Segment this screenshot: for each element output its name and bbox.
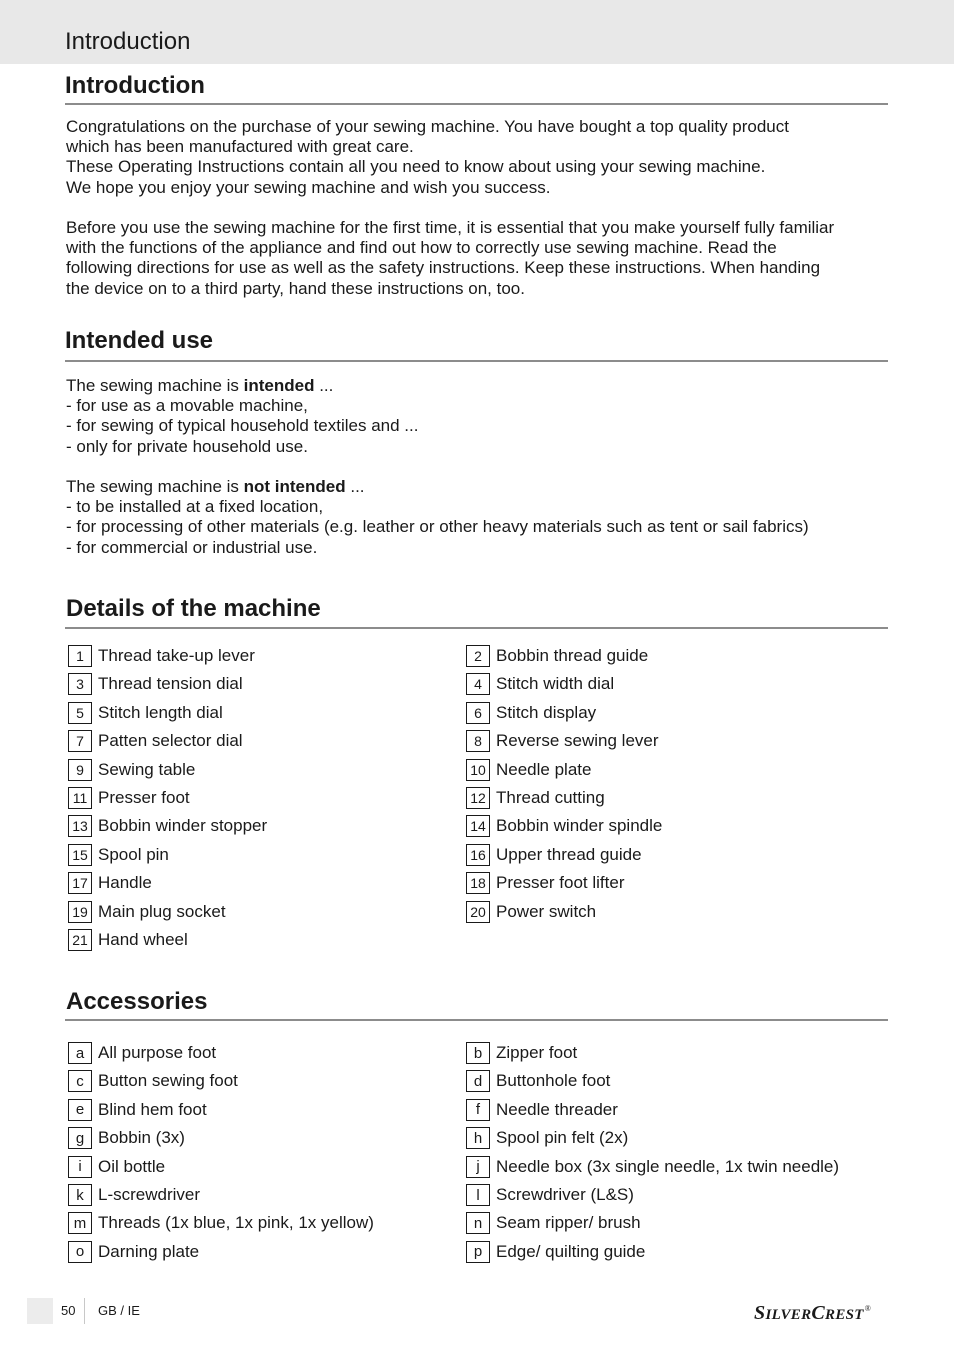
item-key-badge: 20: [466, 901, 490, 923]
list-item: [68, 1183, 200, 1207]
item-label: Power switch: [496, 901, 597, 921]
not-intended-list: [66, 477, 888, 558]
item-label: Oil bottle: [98, 1156, 166, 1176]
list-item: [68, 701, 223, 725]
item-label: Spool pin: [98, 844, 169, 864]
item-key-badge: p: [466, 1241, 490, 1263]
item-label: Blind hem foot: [98, 1099, 207, 1119]
item-label: Bobbin winder spindle: [496, 816, 663, 836]
item-label: Handle: [98, 873, 152, 893]
text-line: Before you use the sewing machine for the first time, it is essential that you make yourself fully familiar: [66, 218, 835, 237]
item-key-badge: 5: [68, 702, 92, 724]
not-intended-bold: not intended: [243, 477, 346, 496]
intended-intro: [66, 376, 888, 396]
text-line: These Operating Instructions contain all you need to know about using your sewing machine.: [66, 157, 766, 177]
list-item: [68, 644, 255, 668]
item-label: Presser foot: [98, 788, 190, 807]
item-label: Hand wheel: [98, 930, 188, 949]
item-key-badge: 21: [68, 929, 92, 951]
accessories-heading: Accessories: [66, 988, 208, 1015]
item-label: Bobbin thread guide: [496, 646, 649, 665]
item-label: Needle threader: [496, 1099, 618, 1119]
item-label: Needle plate: [496, 759, 592, 779]
list-item: [466, 1183, 634, 1207]
list-item: [466, 843, 642, 867]
list-item: - for processing of other materials (e.g. leather or other heavy materials such as tent or sail fabrics): [66, 517, 809, 537]
item-key-badge: o: [68, 1241, 92, 1263]
list-item: [466, 1211, 641, 1235]
footer-marker: [27, 1298, 53, 1324]
item-key-badge: l: [466, 1184, 490, 1206]
text-line: which has been manufactured with great care.: [66, 137, 414, 157]
item-key-badge: 4: [466, 673, 490, 695]
list-item: [466, 1069, 610, 1093]
item-label: Zipper foot: [496, 1043, 578, 1062]
list-item: [68, 1155, 165, 1179]
text-line: the device on to a third party, hand these instructions on, too.: [66, 278, 525, 298]
item-key-badge: 15: [68, 844, 92, 866]
item-key-badge: 18: [466, 872, 490, 894]
intended-use-heading: Intended use: [65, 327, 214, 354]
item-key-badge: k: [68, 1184, 92, 1206]
item-label: Buttonhole foot: [496, 1071, 611, 1091]
text-line: following directions for use as well as the safety instructions. Keep these instructions. When handing: [66, 258, 821, 278]
item-key-badge: 14: [466, 815, 490, 837]
not-intended-prefix: The sewing machine is: [66, 477, 244, 496]
list-item: [68, 843, 169, 867]
list-item: [68, 871, 152, 895]
item-key-badge: n: [466, 1212, 490, 1234]
item-label: Threads (1x blue, 1x pink, 1x yellow): [98, 1213, 374, 1233]
item-key-badge: 16: [466, 844, 490, 866]
list-item: [466, 1240, 645, 1264]
list-item: [466, 1155, 839, 1179]
item-key-badge: 8: [466, 730, 490, 752]
introduction-paragraph-1: [66, 117, 888, 198]
item-key-badge: 17: [68, 872, 92, 894]
list-item: [68, 729, 243, 753]
item-key-badge: 10: [466, 759, 490, 781]
item-label: Bobbin winder stopper: [98, 816, 268, 836]
list-item: [466, 729, 659, 753]
list-item: [68, 1240, 199, 1264]
item-label: Button sewing foot: [98, 1071, 238, 1091]
item-label: Edge/ quilting guide: [496, 1241, 646, 1261]
section-divider: [65, 1019, 888, 1021]
item-key-badge: e: [68, 1099, 92, 1121]
list-item: [466, 786, 605, 810]
item-key-badge: 9: [68, 759, 92, 781]
item-key-badge: m: [68, 1212, 92, 1234]
list-item: - for commercial or industrial use.: [66, 537, 318, 557]
text-line: We hope you enjoy your sewing machine and wish you success.: [66, 177, 551, 197]
item-key-badge: 19: [68, 901, 92, 923]
item-label: Stitch display: [496, 702, 597, 722]
list-item: - for use as a movable machine,: [66, 396, 308, 416]
item-label: Reverse sewing lever: [496, 731, 659, 751]
item-label: Screwdriver (L&S): [496, 1185, 634, 1204]
list-item: [68, 1211, 374, 1235]
details-heading: Details of the machine: [66, 595, 321, 622]
item-label: Seam ripper/ brush: [496, 1213, 641, 1233]
list-item: [68, 900, 226, 924]
list-item: [68, 1069, 238, 1093]
item-label: Darning plate: [98, 1241, 200, 1261]
list-item: [466, 814, 662, 838]
intended-bold: intended: [243, 376, 315, 395]
list-item: [466, 672, 614, 696]
item-key-badge: 11: [68, 787, 92, 809]
footer-divider: [84, 1298, 85, 1324]
item-label: Sewing table: [98, 759, 196, 779]
list-item: [466, 871, 625, 895]
item-key-badge: 1: [68, 645, 92, 667]
list-item: [466, 701, 596, 725]
list-item: [68, 928, 188, 952]
list-item: [68, 814, 267, 838]
text-line: with the functions of the appliance and find out how to correctly use sewing machine. Read the: [66, 238, 777, 258]
list-item: [68, 1098, 207, 1122]
list-item: [68, 758, 195, 782]
introduction-paragraph-2: [66, 218, 888, 299]
item-key-badge: f: [466, 1099, 490, 1121]
item-key-badge: h: [466, 1127, 490, 1149]
item-label: Thread tension dial: [98, 674, 243, 694]
item-label: Thread take-up lever: [98, 646, 255, 665]
introduction-heading: Introduction: [65, 72, 205, 99]
item-label: Spool pin felt (2x): [496, 1128, 629, 1148]
item-key-badge: 2: [466, 645, 490, 667]
list-item: - to be installed at a fixed location,: [66, 497, 324, 517]
section-divider: [65, 360, 888, 362]
brand-logo: SILVERCREST®: [754, 1302, 872, 1324]
not-intended-intro: [66, 477, 888, 497]
item-label: Stitch length dial: [98, 702, 223, 722]
running-header-title: Introduction: [65, 28, 191, 55]
not-intended-suffix: ...: [345, 477, 365, 496]
item-key-badge: b: [466, 1042, 490, 1064]
item-label: Needle box (3x single needle, 1x twin needle): [496, 1156, 840, 1176]
list-item: [466, 644, 648, 668]
item-label: All purpose foot: [98, 1043, 217, 1062]
list-item: - only for private household use.: [66, 436, 308, 456]
section-divider: [65, 627, 888, 629]
item-key-badge: g: [68, 1127, 92, 1149]
item-label: Thread cutting: [496, 788, 605, 807]
intended-suffix: ...: [314, 376, 334, 395]
list-item: [466, 758, 591, 782]
item-label: L-screwdriver: [98, 1185, 201, 1204]
item-key-badge: a: [68, 1042, 92, 1064]
item-key-badge: 12: [466, 787, 490, 809]
list-item: [466, 1126, 628, 1150]
item-key-badge: i: [68, 1156, 92, 1178]
item-key-badge: 7: [68, 730, 92, 752]
item-label: Upper thread guide: [496, 844, 642, 864]
section-divider: [65, 103, 888, 105]
item-label: Main plug socket: [98, 901, 226, 921]
item-key-badge: 6: [466, 702, 490, 724]
list-item: [466, 1041, 577, 1065]
list-item: [466, 900, 596, 924]
list-item: [68, 786, 190, 810]
text-line: Congratulations on the purchase of your sewing machine. You have bought a top quality product: [66, 117, 789, 136]
item-label: Stitch width dial: [496, 674, 615, 694]
item-label: Presser foot lifter: [496, 873, 625, 893]
list-item: [68, 672, 243, 696]
list-item: [68, 1126, 185, 1150]
intended-prefix: The sewing machine is: [66, 376, 244, 395]
item-key-badge: d: [466, 1070, 490, 1092]
item-label: Patten selector dial: [98, 731, 243, 751]
item-key-badge: 3: [68, 673, 92, 695]
item-label: Bobbin (3x): [98, 1128, 185, 1148]
region-label: GB / IE: [98, 1303, 140, 1318]
item-key-badge: 13: [68, 815, 92, 837]
page-number: 50: [61, 1303, 76, 1318]
item-key-badge: j: [466, 1156, 490, 1178]
list-item: [466, 1098, 618, 1122]
item-key-badge: c: [68, 1070, 92, 1092]
list-item: - for sewing of typical household textiles and ...: [66, 416, 419, 436]
list-item: [68, 1041, 216, 1065]
intended-list: [66, 376, 888, 457]
